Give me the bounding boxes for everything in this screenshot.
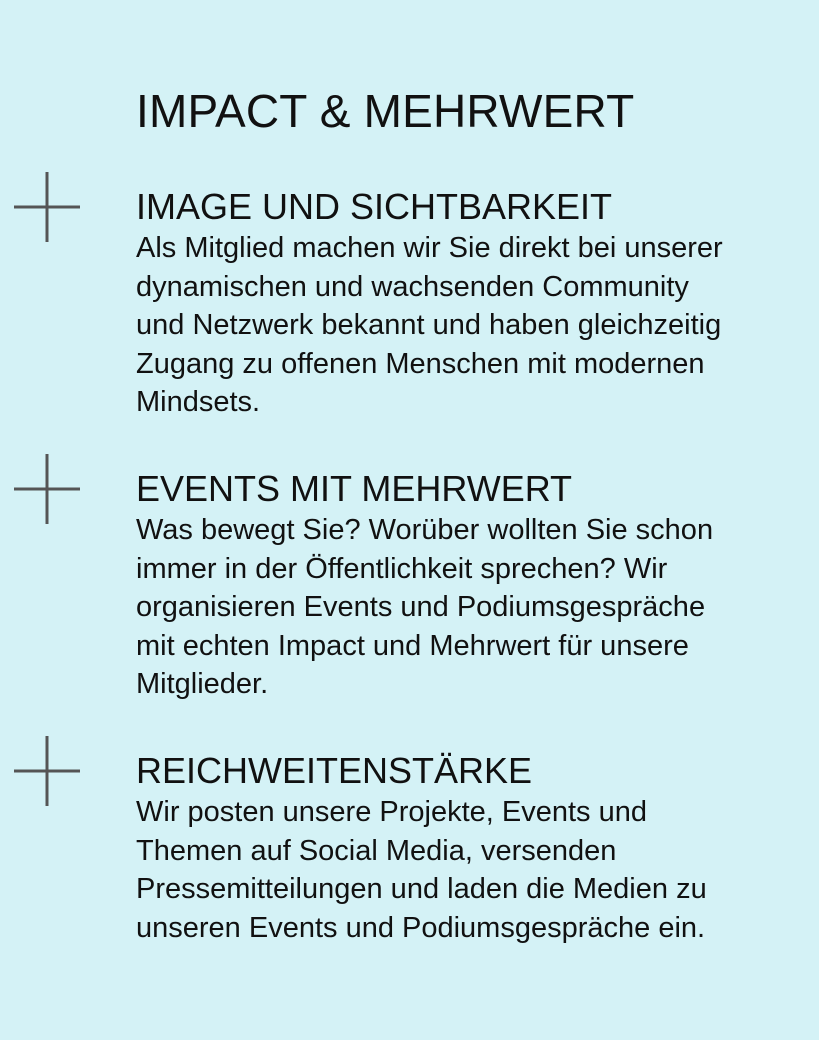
benefit-description: Als Mitglied machen wir Sie direkt bei unserer dynamischen und wachsenden Community und Netzwerk bekannt und haben gleichzeitig Zugang zu offenen Menschen mit modernen Mindsets.	[136, 232, 723, 418]
benefit-content	[136, 749, 806, 947]
benefit-title: IMAGE UND SICHTBARKEIT	[136, 186, 613, 227]
benefit-title: REICHWEITENSTÄRKE	[136, 750, 533, 791]
benefit-description: Wir posten unsere Projekte, Events und Themen auf Social Media, versenden Pressemitteilungen und laden die Medien zu unseren Events und Podiumsgespräche ein.	[136, 796, 707, 944]
page-title: IMPACT & MEHRWERT	[136, 85, 635, 137]
plus-icon	[14, 736, 80, 806]
plus-icon	[14, 172, 80, 242]
plus-icon	[14, 454, 80, 524]
benefit-content	[136, 467, 806, 704]
benefit-title: EVENTS MIT MEHRWERT	[136, 468, 573, 509]
benefit-content	[136, 185, 806, 422]
benefit-description: Was bewegt Sie? Worüber wollten Sie schon immer in der Öffentlichkeit sprechen? Wir organisieren Events und Podiumsgespräche mit echten Impact und Mehrwert für unsere Mitglieder.	[136, 514, 714, 700]
